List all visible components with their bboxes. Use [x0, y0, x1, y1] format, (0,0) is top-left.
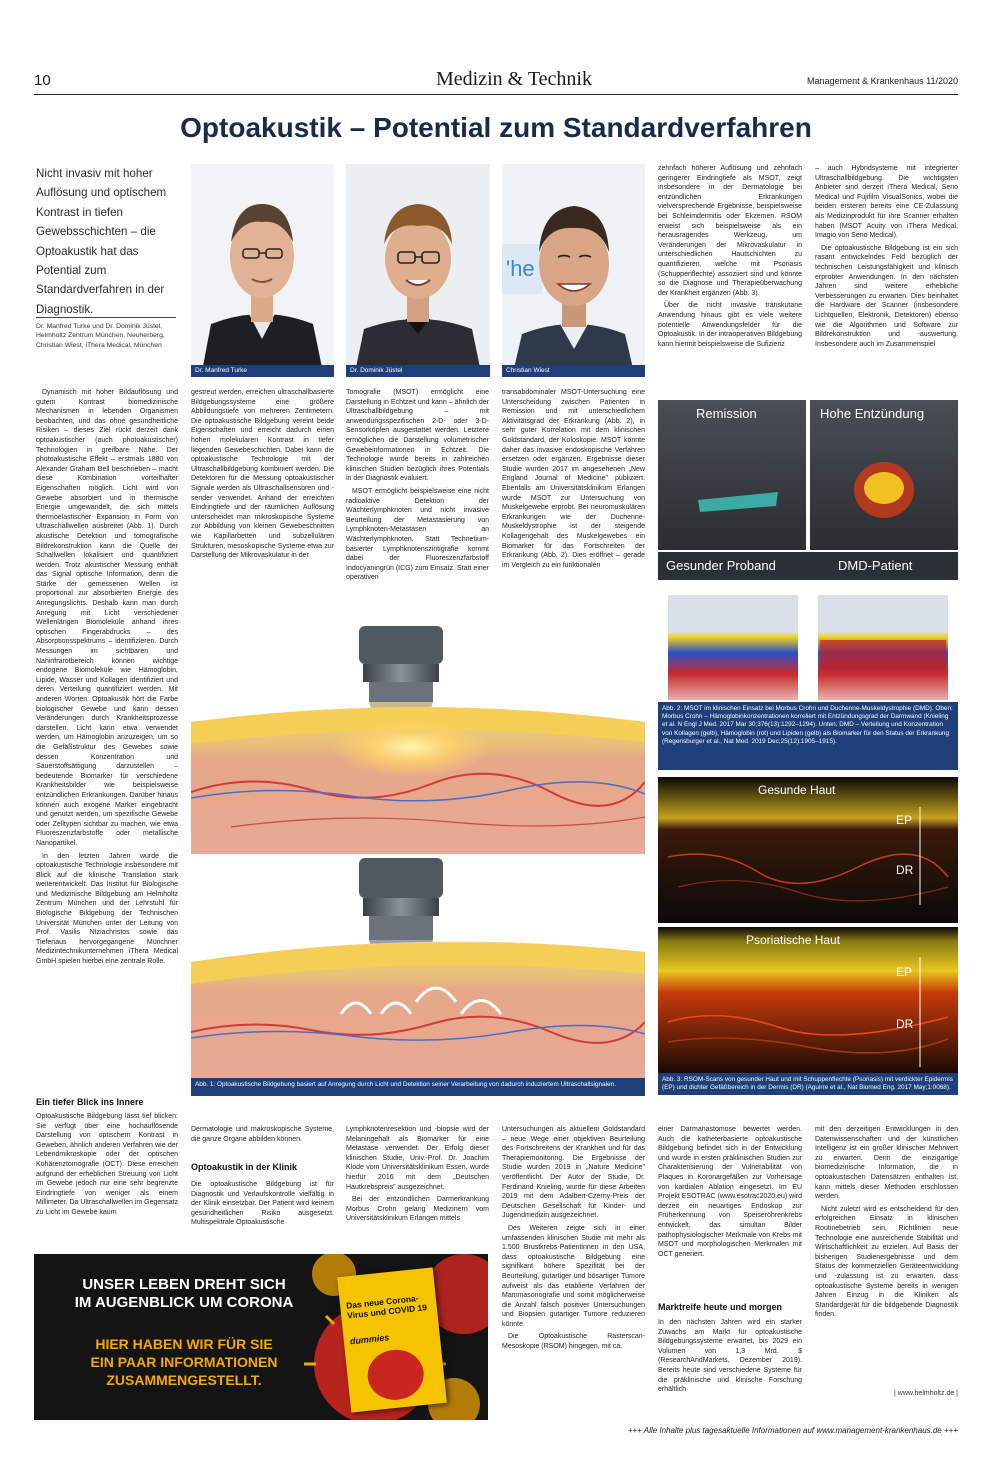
ad-headline-2: IM AUGENBLICK UM CORONA	[74, 1294, 294, 1311]
body-column-2	[191, 388, 334, 616]
figure-2	[658, 400, 958, 770]
body-column-3-lower	[346, 1125, 489, 1249]
corona-advertisement[interactable]	[34, 1254, 488, 1420]
svg-text:'he: 'he	[506, 256, 535, 281]
authors-rule	[36, 317, 176, 318]
paragraph: Nicht zuletzt wird es entscheidend für den erfolgreichen Einsatz in klinischen Routinebetrieb sein, Richtlinien neue Technologie eine ausreichende Stabilität und Wirtschaftlichkeit zu erzielen. Auf Basis der bisherigen Studienergebnisse und dem Status der kommerziellen Geräteentwicklung und -zulassung ist zu erwarten, dass optoakustische Systeme bereits in wenigen Jahren Einzug in die Kliniken als Standardgerät für die bildgebende Diagnostik finden.	[815, 1205, 958, 1319]
paragraph: mit den derzeitigen Entwicklungen in den Datenwissenschaften und der künstlichen Intelligenz ist ein großer klinischer Mehrwert zu erwarten. Denn die einzigartige biomedizinische Information, die in optoakustischen Datensätzen enthalten ist, kann mittels dieser Methoden erschlossen werden.	[815, 1126, 958, 1201]
book-series: dummies	[349, 1332, 390, 1347]
paragraph: zehnfach höherer Auflösung und zehnfach geringerer Eindringtiefe als MSOT, zeigt insbesondere in der Dermatologie bei entzündlichen Erkrankungen vielversprechende Ergebnisse, beispielsweise bei Schleimdermitis oder Ekzemen. RSOM erweist sich beispielsweise als ein herausragendes Werkzeug, um Veränderungen der Mikrovaskulatur in unterschiedlichen Hautschichten zu quantifizieren, welche mit Psoriasis (Schuppenflechte) assoziiert sind und könnte so die Diagnose und Therapieüberwachung der Krankheit ergänzen (Abb. 3).	[658, 165, 802, 297]
paragraph: In den nächsten Jahren wird ein starker Zuwachs am Markt für optoakustische Bildgebungssysteme erwartet, bis 2029 ein Volumen von 1,3 Mrd. $ (ResearchAndMarkets, Dezember 2019). Bereits heute sind verschiedene Systeme für die präklinische und klinische Forschung erhältlich	[658, 1319, 802, 1394]
paragraph: Optoakustische Bildgebung lässt tief blicken: Sie verfügt über eine hochauflösende Darstellung von optischem Kontrast in Geweben, ähnlich anderen Verfahren wie der Lebendmikroskopie oder der optischen Kohärenztomografie (OCT). Diese erreichen aufgrund der erheblichen Streuung von Licht im Gewebe jedoch nur eine sehr begrenzte Eindringtiefe von weniger als einem Millimeter. Da Ultraschallwellen im Gegensatz zu Licht im Gewebe kaum	[36, 1113, 178, 1216]
paragraph: einer Darmanastomose bewertet werden. Auch die katheterbasierte optoakustische Bildgebung befindet sich in der Entwicklung und wurde in ersten präklinischen Studien zur Charakterisierung der Vulnerabilität von Plaques in Koronargefäßen zur Vorhersage von kardialen Ablation eingesetzt. Im EU Projekt ESOTRAC (www.esotrac2020.eu) wird derzeit ein neuartiges Endoskop zur Früherkennung von Speiseröhrenkrebs entwickelt, das simultan Bilder pathophysiologischer Merkmale von Krebs mit MSOT und morphologischen Merkmalen mit OCT generiert.	[658, 1126, 802, 1258]
layer-label-ep: EP	[896, 813, 913, 827]
paragraph: Untersuchungen als aktuellem Goldstandard – neue Wege einer objektiven Beurteilung des Fortschreitens der Krankheit und für das Therapiemonitoring. Die Ergebnisse der Studie wurden 2019 in „Nature Medicine" veröffentlicht. Der Autor der Studie, Dr. Ferdinand Knieling, wurde für diese Arbeiten 2019 mit dem Adalbert-Czerny-Preis der Deutschen Gesellschaft für Kinder- und Jugendmedizin ausgezeichnet.	[502, 1126, 645, 1220]
panel-label-psoriatische-haut: Psoriatische Haut	[746, 933, 841, 947]
body-column-5-lower-b	[658, 1318, 802, 1416]
section-title: Medizin & Technik	[436, 68, 592, 90]
paragraph: Über die nicht invasive transkutane Anwendung hinaus gibt es viele weitere potentielle Anwendungsfelder für die Optoakustik. In der intraoperativen Bildgebung kann hiermit beispielsweise die Sufizienz	[658, 302, 802, 348]
body-column-5-lower	[658, 1125, 802, 1295]
ad-subline-3: ZUSAMMENGESTELLT.	[106, 1372, 262, 1388]
footer-link[interactable]: +++ Alle Inhalte plus tagesaktuelle Informationen auf www.management-krankenhaus.de +++	[627, 1426, 958, 1435]
paragraph: Dynamisch mit hoher Bildauflösung und gutem Kontrast biomedizinische Mechanismen in lebenden Organismen beobachten, und das ohne gesundheitliche Risiken – dieses Ziel rückt derzeit dank optoakustischer (auch photoakustischer) Technologien in greifbare Nähe. Der photoakustische Effekt – erstmals 1880 von Alexander Graham Bell beschrieben – macht diese Kombination vorteilhafter Eigenschaften möglich. Licht wird von Gewebe absorbiert und in thermische Energie umgewandelt, die sich mittels thermoelastischer Expansion in Form von Ultraschallwellen ausbreitet (Abb. 1). Durch akustische Detektion und tomografische Bildrekonstruktion kann die Quelle der Schallwellen lokalisiert und quantifiziert werden. Trotz akustischer Messung enthält das Signal optische Information, denn die Stärke der gemessenen Wellen ist proportional zur absorbierten Energie des Anregungslichts. Deshalb kann man durch Anregung mit Licht verschiedener Wellenlängen Biomoleküle anhand ihres optischen Fingerabdrucks – des Absorptionsspektrums – identifizieren. Durch Messungen im sichtbaren und Nahinfrarotbereich können wichtige endogene Biomoleküle wie Hämoglobin, Lipide, Wasser und Kollagen identifiziert und deren Verteilung quantifiziert werden. Mit anderen Worten: Optoakustik hört die Farbe biologischer Gewebe und kann dessen Veränderungen durch Krankheitsprozesse darstellen. Licht kann etwa verwendet werden, um Hämoglobin anzuzeigen, um so die Gefäßstruktur des Gewebes sowie dessen Konzentration und Sauerstoffsättigung darzustellen – bedeutende Biomarker für verschiedene Krankheitsbilder wie beispielsweise entzündlichen Erkrankungen. Darüber hinaus können auch exogene Marker eingebracht und genutzt werden, um spezifische Gewebe oder Zelltypen sichtbar zu machen, wie etwa Fluoreszenzfarbstoffe oder metallische Nanopartikel.	[36, 389, 178, 847]
layer-label-ep: EP	[896, 965, 913, 979]
panel-label-gesunder-proband: Gesunder Proband	[666, 558, 776, 573]
paragraph: Die optoakustische Bildgebung ist ein sich rasant entwickelndes Feld bezüglich der technischen Leistungsfähigkeit und klinisch erprobter Anwendungen. In den nächsten Jahren sind weitere erhebliche Verbesserungen zu erwarten. Dies beinhaltet die Hardware der Scanner (insbesondere Lichtquellen, Elektronik, Detektoren) ebenso wie die Algorithmen und Software zur Bildrekonstruktion und -auswertung. Insbesondere auch im Zusammenspiel	[815, 244, 958, 348]
paragraph: transabdominaler MSOT-Untersuchung eine Unterscheidung zwischen Patienten in Remission und mit unterschiedlichem Aktivitätsgrad der Erkrankung (Abb. 2), in sehr guter Korrelation mit dem klinischen Goldstandard, der Koloskopie. MSOT könnte daher das invasive endoskopische Verfahren ersetzen oder ergänzen. Ergebnisse dieser Studie wurden 2017 im angesehenen „New England Journal of Medicine" publiziert. Ebenfalls am Universitätsklinikum Erlangen wurde MSOT zur Untersuchung von Muskelgewebe erprobt. Bei neuromuskulären Erkrankungen wie der Duchenne-Muskeldystrophie ist der steigende Kollagengehalt des Muskelgewebes ein Biomarker für das Fortschreiten der Erkrankung (Abb. 2). Dies eröffnet – gerade im Vergleich zu ein funktionalen	[502, 389, 645, 569]
book-illustration	[365, 1347, 426, 1403]
body-column-4	[502, 388, 645, 616]
body-column-6	[815, 164, 958, 386]
subheading: Ein tiefer Blick ins Innere	[36, 1097, 144, 1107]
paragraph: MSOT ermöglicht beispielsweise eine nicht radioaktive Detektion der Wächterlymphknoten und nicht invasive Beurteilung der Metastasierung von Lymphknoten-Metastasen an Wächterlymphknoten. Statt Technetium-basierter Lymphknotenszintigrafie kommt dabei der Fluoreszenzfarbstoff Indocyaningrün (ICG) zum Einsatz. Statt einer operativen	[346, 487, 489, 582]
paragraph: – auch Hybridsysteme mit integrierter Ultraschallbildgebung. Die wichtigsten Anbieter sind derzeit iThera Medical, Seno Medical und Fujifilm VisualSonics, wobei die beiden ersteren bereits eine CE-Zulassung als Medizinprodukt für ihre Scanner erhalten haben (MSOT Acuity von iThera Medical, Imagio von Seno Medical).	[815, 165, 958, 240]
body-column-4-lower	[502, 1125, 645, 1415]
ad-subline-1: HIER HABEN WIR FÜR SIE	[95, 1336, 273, 1352]
body-column-6-lower	[815, 1125, 958, 1395]
panel-label-dmd-patient: DMD-Patient	[838, 558, 913, 573]
photo-caption: Dr. Dominik Jüstel	[346, 365, 490, 377]
portrait-wiest	[502, 164, 645, 377]
paragraph: Die Optoakustische Rasterscan-Mesoskopie (RSOM) hingegen, mit ca.	[502, 1333, 645, 1351]
author-photo-juestel	[346, 164, 490, 377]
body-column-3	[346, 388, 489, 616]
header-rule	[34, 94, 958, 95]
figure-1-caption: Abb. 1: Optoakustische Bildgebung basiert auf Anregung durch Licht und Detektion seiner Verarbeitung von dadurch induziertem Ultraschallsignalen.	[191, 1078, 645, 1096]
book-cover[interactable]	[337, 1267, 447, 1412]
panel-label-hohe-entzuendung: Hohe Entzündung	[820, 406, 925, 421]
authors: Dr. Manfred Turke und Dr. Dominik Jüstel, Helmholtz Zentrum München, Neuherberg, Christian Wiest, iThera Medical, München	[36, 323, 165, 349]
optoacoustic-illustration	[191, 622, 645, 1096]
body-column-5	[658, 164, 802, 386]
paragraph: gestreut werden, erreichen ultraschallbasierte Bildgebungssysteme eine größere Abbildungstiefe von mehreren Zentimetern. Die optoakustische Bildgebung vereint beide Eigenschaften und erreicht dadurch einen hohen molekularen Kontrast in tiefer liegenden Gewebeschichten. Dabei kann die optoakustische Technologie mit der Ultraschallbildgebung kombiniert werden. Die Detektoren für die Messung optoakustischer Signale werden als Ultraschallsensoren und -sender verwendet. Anhand der erreichten Eindringtiefe und der räumlichen Auflösung unterscheidet man mikroskopische Systeme zur Abbildung von kleinen Gewebeschnitten wie Kapillarbetten und subzellulären Strukturen, mesoskopische Systeme etwa zur Darstellung der Mikrovaskulatur in der	[191, 389, 334, 560]
layer-label-dr: DR	[896, 1017, 914, 1031]
paragraph: In den letzten Jahren wurde die optoakustische Technologie insbesondere mit Blick auf die klinische Translation stark weiterentwickelt. Das Institut für Biologische und Medizinische Bildgebung am Helmholtz Zentrum München und der Lehrstuhl für Biologische Bildgebung der Technischen Universität München unter der Leitung von Prof. Vasilis Ntziachristos sowie das Tiefenaus hervorgegangene Münchner Medizintechnikunternehmen iThera Medical GmbH spielen hierbei eine zentrale Rolle.	[36, 852, 178, 966]
portrait-turke	[191, 164, 334, 377]
body-column-2-lower-b	[191, 1180, 334, 1240]
publication-name: Management & Krankenhaus 11/2020	[807, 76, 958, 86]
paragraph: Des Weiteren zeigte sich in einer umfassenden klinischen Studie mit mehr als 1.500 Brustkrebs-Patientinnen in den USA, dass optoakustische Bildgebung eine signifikant höhere Spezifität bei der Beurteilung, gutartiger und bösartiger Tumore aufweist als das etablierte Verfahren der Mammasonografie und somit möglicherweise die Anzahl falsch positiver Untersuchungen und Biopsien gutartiger Tumore reduzieren könnte.	[502, 1224, 645, 1328]
paragraph: Die optoakustische Bildgebung ist für Diagnostik und Verlaufskontrolle vielfältig in der Klinik einsetzbar. Der Patient wird keinem gesundheitlichen Risiko ausgesetzt. Multispektrale Optoakustische	[191, 1181, 334, 1227]
author-photo-turke	[191, 164, 334, 377]
paragraph: Tomografie (MSOT) ermöglicht eine Darstellung in Echtzeit und kann – ähnlich der Ultraschallbildgebung – mit anwendungsspezifischen 2-D- oder 3-D-Sensorköpfen ausgestattet werden. Letztere ermöglichen die Darstellung volumetrischer Gewebeinformationen in Echtzeit. Die Technologie wurde bereits in zahlreichen klinischen Studien bezüglich ihres Potentials in der Diagnostik evaluiert.	[346, 389, 489, 483]
page-number: 10	[34, 72, 51, 89]
ad-headline-1: UNSER LEBEN DREHT SICH	[82, 1276, 286, 1293]
paragraph: Lymphknotenresektion und -biopsie wird der Melaningehalt als Biomarker für eine Metastase verwendet. Der Erfolg dieser klinischen Studie, Univ.-Prof. Dr. Joachim Klode vom Universitätsklinikum Essen, wurde hierfür 2016 mit dem „Deutschen Hautkrebspreis" ausgezeichnet.	[346, 1126, 489, 1191]
body-column-1	[36, 388, 178, 1072]
panel-label-remission: Remission	[696, 406, 757, 421]
book-title: Das neue Corona-Virus und COVID 19	[345, 1293, 428, 1321]
photo-caption: Dr. Manfred Turke	[191, 365, 334, 377]
page-header	[34, 68, 958, 92]
portrait-juestel	[346, 164, 490, 377]
ad-subline-2: EIN PAAR INFORMATIONEN	[90, 1354, 278, 1370]
subheading: Marktreife heute und morgen	[658, 1302, 783, 1312]
figure-1	[191, 622, 645, 1096]
panel-label-gesunde-haut: Gesunde Haut	[758, 783, 836, 797]
paragraph: Dermatologie und makroskopische Systeme, die ganze Organe abbilden können.	[191, 1126, 334, 1143]
layer-label-dr: DR	[896, 863, 914, 877]
photo-caption: Christian Wiest	[502, 365, 645, 377]
subheading: Optoakustik in der Klinik	[191, 1162, 298, 1172]
figure-3	[658, 777, 958, 1095]
credit-line: | www.helmholtz.de |	[894, 1390, 958, 1397]
figure-3-caption: Abb. 3: RSOM-Scans von gesunder Haut und mit Schuppenflechte (Psoriasis) mit verdickter Epidermis (EP) und dichter Gefäßbereich in der Dermis (DR) (Aguirre et al., Nat Biomed Eng. 2017 May;1:0068).	[658, 1073, 958, 1095]
author-photo-wiest	[502, 164, 645, 377]
lead-text: Nicht invasiv mit hoher Auflösung und optischem Kontrast in tiefen Gewebsschichten – die Optoakustik hat das Potential zum Standardverfahren in der Diagnostik.	[36, 167, 167, 316]
figure-2-caption: Abb. 2: MSOT im klinischen Einsatz bei Morbus Crohn und Duchenne-Muskeldystrophie (DMD). Oben: Morbus Crohn – Hämoglobinkonzentrationen korreliert mit Entzündungsgrad der Darmwand (Knieling et al. N Engl J Med. 2017 Mar 30;376(13):1292–1294). Unten: DMD – Verteilung und Konzentration von Kollagen (gelb), Hämoglobin (rot) und Lipiden (gelb) als Biomarker für den Status der Erkrankung (Regensburger et al., Nat Med. 2019 Dec;25(12):1905–1915).	[658, 702, 958, 770]
headline: Optoakustik – Potential zum Standardverfahren	[180, 112, 812, 143]
body-column-1-lower	[36, 1112, 178, 1246]
paragraph: Bei der entzündlichen Darmerkrankung Morbus Crohn gelang Medizinern vom Universitätsklinikum Erlangen mittels	[346, 1196, 489, 1223]
